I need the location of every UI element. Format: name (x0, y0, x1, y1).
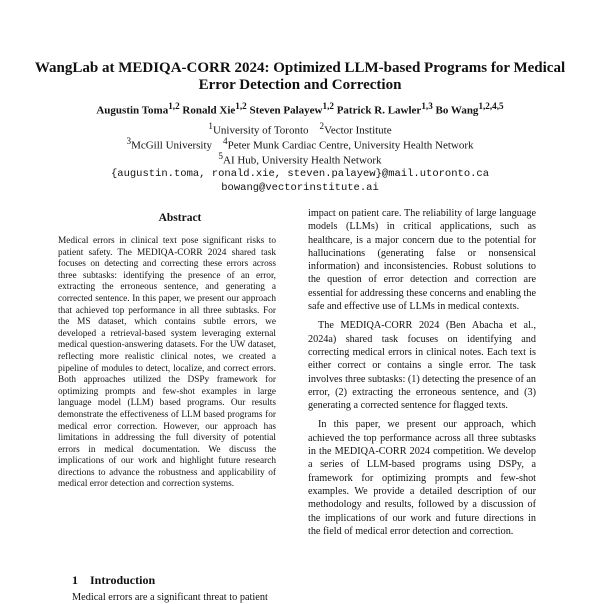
paragraph: impact on patient care. The reliability of large language models (LLMs) in critical applications, such as healthcare, is a major concern due to the potential for hallucinations (generating false or nonsensical information) and inconsistencies. Robust solutions to the question of error detection and correction are essential for addressing these concerns and enabling the safe and effective use of LLMs in medical contexts. (308, 208, 536, 313)
intro-first-line: Medical errors are a significant threat to patient (72, 592, 268, 603)
paragraph: The MEDIQA-CORR 2024 (Ben Abacha et al., 2024a) shared task focuses on identifying and correcting medical errors in clinical notes. Each text is either correct or contains a single error. The task involves three subtasks: (1) detecting the presence of an error, (2) extracting the erroneous sentence, and (3) generating a corrected sentence for flagged texts. (308, 320, 537, 412)
affiliation-marker: 3 (126, 136, 132, 146)
author-affiliation-marker: 1,2 (322, 101, 334, 111)
author-name: Patrick R. Lawler (336, 104, 422, 117)
author-name: Bo Wang (435, 104, 479, 117)
affiliation-peter-munk: Peter Munk Cardiac Centre, University Health Network (227, 139, 474, 152)
email-line-2: bowang@vectorinstitute.ai (221, 182, 379, 194)
author-name: Steven Palayew (249, 104, 323, 117)
paper-title: WangLab at MEDIQA-CORR 2024: Optimized LLM-based Programs for Medical Error Detection and Correction (34, 60, 566, 93)
author-affiliation-marker: 1,2 (168, 101, 180, 111)
right-column (308, 207, 536, 544)
affiliation-marker: 1 (208, 121, 213, 131)
author-name: Augustin Toma (96, 104, 169, 117)
paragraph: In this paper, we present our approach, which achieved the top performance across all three subtasks in the MEDIQA-CORR 2024 competition. We develop a series of LLM-based programs using DSPy, a framework for optimizing prompts and few-shot examples. We provide a detailed description of our methodology and results, followed by a discussion of the implications of our work and future directions in the field of medical error detection and correction. (308, 419, 536, 537)
author-affiliation-marker: 1,2,4,5 (478, 101, 504, 111)
abstract-heading: Abstract (158, 212, 202, 224)
affiliation-vector-institute: Vector Institute (324, 124, 392, 137)
email-line-1: {augustin.toma, ronald.xie, steven.palayew}@mail.utoronto.ca (110, 168, 490, 180)
author-list (30, 100, 570, 118)
affiliation-ai-hub: AI Hub, University Health Network (223, 154, 382, 167)
affiliation-university-of-toronto: University of Toronto (212, 124, 309, 137)
affiliation-marker: 5 (218, 151, 223, 161)
section-number: 1 (72, 573, 78, 587)
author-affiliation-marker: 1,3 (421, 101, 433, 111)
author-affiliation-marker: 1,2 (235, 101, 247, 111)
section-title: Introduction (90, 573, 156, 587)
section-heading (72, 573, 155, 588)
affiliation-mcgill: McGill University (131, 139, 213, 152)
affiliation-marker: 2 (319, 121, 325, 131)
affiliation-marker: 4 (223, 136, 228, 146)
abstract-body: Medical errors in clinical text pose significant risks to patient safety. The MEDIQA-CORR 2024 shared task focuses on detecting and correcting these errors across three subtasks: identifying the presence of an error, extracting the erroneous sentence, and generating a corrected sentence. In this paper, we present our approach that achieved top performance in all three subtasks. For the MS dataset, which contains subtle errors, we developed a retrieval-based system leveraging external medical question-answering datasets. For the UW dataset, reflecting more realistic clinical notes, we created a pipeline of modules to detect, localize, and correct errors. Both approaches utilized the DSPy framework for optimizing prompts and few-shot examples in large language model (LLM) based programs. Our results demonstrate the effectiveness of LLM based programs for medical error correction. However, our approach has limitations in addressing the full diversity of potential errors in medical documentation. We discuss the implications of our work and highlight future research directions to advance the robustness and applicability of medical error detection and correction systems. (58, 236, 276, 490)
author-name: Ronald Xie (182, 104, 236, 117)
affiliation-line-3 (30, 150, 570, 168)
